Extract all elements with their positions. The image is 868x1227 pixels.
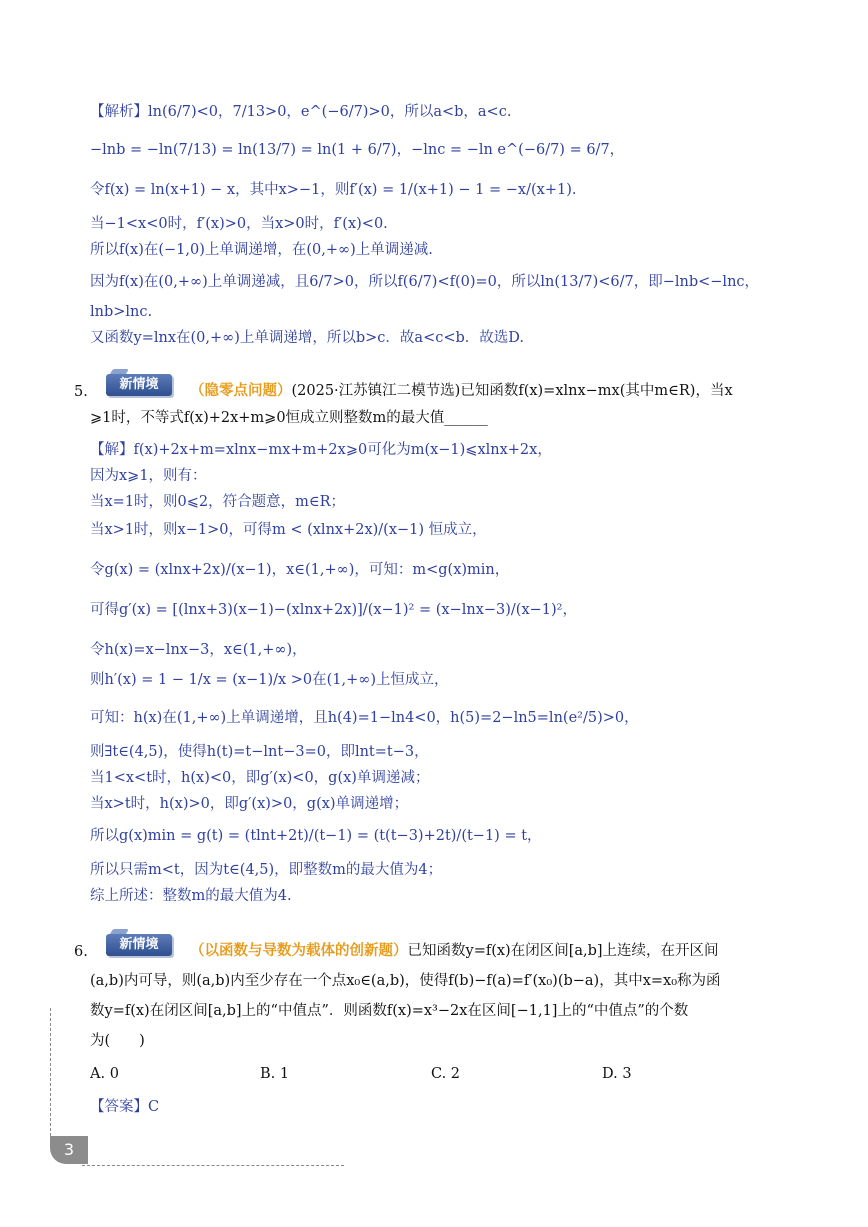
question-text: 数y=f(x)在闭区间[a,b]上的“中值点”．则函数f(x)=x³−2x在区间[−1,1]上的“中值点”的个数 bbox=[90, 1003, 689, 1019]
page-number: 3 bbox=[50, 1136, 88, 1164]
solution-5-line: 综上所述：整数m的最大值为4. bbox=[90, 888, 292, 904]
solution-5-line: 令g(x) = (xlnx+2x)/(x−1)，x∈(1,+∞)，可知：m<g(x)min， bbox=[90, 562, 510, 578]
solution-4-line: 【解析】ln(6/7)<0，7/13>0，e^(−6/7)>0，所以a<b，a<c. bbox=[90, 104, 512, 120]
solution-5-line: 令h(x)=x−lnx−3，x∈(1,+∞)， bbox=[90, 642, 307, 658]
solution-4-line: 令f(x) = ln(x+1) − x，其中x>−1，则f′(x) = 1/(x+1) − 1 = −x/(x+1). bbox=[90, 182, 577, 198]
question-text: (a,b)内可导，则(a,b)内至少存在一个点x₀∈(a,b)，使得f(b)−f(a)=f′(x₀)(b−a)，其中x=x₀称为函 bbox=[90, 973, 721, 989]
new-context-badge: 新情境 bbox=[106, 934, 172, 956]
choice-b: B. 1 bbox=[260, 1066, 290, 1082]
solution-5-line: 所以只需m<t，因为t∈(4,5)，即整数m的最大值为4； bbox=[90, 862, 443, 878]
solution-4-line: 当−1<x<0时，f′(x)>0，当x>0时，f′(x)<0. bbox=[90, 216, 388, 232]
solution-5-line: 当x=1时，则0⩽2，符合题意，m∈R； bbox=[90, 494, 346, 510]
question-number: 6. bbox=[74, 944, 88, 960]
solution-4-line: 因为f(x)在(0,+∞)上单调递减，且6/7>0，所以f(6/7)<f(0)=0，所以ln(13/7)<6/7，即−lnb<−lnc， bbox=[90, 274, 760, 290]
question-text: ⩾1时，不等式f(x)+2x+m⩾0恒成立则整数m的最大值______ bbox=[90, 410, 488, 426]
question-tag: （隐零点问题） bbox=[190, 382, 292, 399]
new-context-badge: 新情境 bbox=[106, 374, 172, 396]
question-text: 已知函数y=f(x)在闭区间[a,b]上连续，在开区间 bbox=[407, 943, 719, 959]
page-footer-dashed bbox=[82, 1165, 344, 1166]
solution-5-line: 当x>t时，h(x)>0，即g′(x)>0，g(x)单调递增； bbox=[90, 796, 409, 812]
solution-5-line: 当1<x<t时，h(x)<0，即g′(x)<0，g(x)单调递减； bbox=[90, 770, 430, 786]
solution-5-line: 可知：h(x)在(1,+∞)上单调递增，且h(4)=1−ln4<0，h(5)=2−ln5=ln(e²/5)>0， bbox=[90, 710, 639, 726]
solution-5-line: 当x>1时，则x−1>0，可得m < (xlnx+2x)/(x−1) 恒成立， bbox=[90, 522, 487, 538]
question-stem bbox=[190, 381, 733, 401]
question-stem bbox=[190, 941, 719, 961]
solution-4-line: −lnb = −ln(7/13) = ln(13/7) = ln(1 + 6/7)，−lnc = −ln e^(−6/7) = 6/7， bbox=[90, 142, 625, 158]
question-text: 为( ) bbox=[90, 1033, 145, 1049]
solution-5-line: 则∃t∈(4,5)，使得h(t)=t−lnt−3=0，即lnt=t−3， bbox=[90, 744, 429, 760]
question-number: 5. bbox=[74, 384, 88, 400]
solution-5-line: 【解】f(x)+2x+m=xlnx−mx+m+2x⩾0可化为m(x−1)⩽xlnx+2x， bbox=[90, 442, 552, 458]
choice-d: D. 3 bbox=[602, 1066, 632, 1082]
page-border-dashed bbox=[50, 1008, 51, 1136]
answer-line: 【答案】C bbox=[90, 1099, 160, 1115]
question-tag: （以函数与导数为载体的创新题） bbox=[190, 942, 408, 959]
solution-5-line: 则h′(x) = 1 − 1/x = (x−1)/x >0在(1,+∞)上恒成立， bbox=[90, 672, 449, 688]
solution-5-line: 所以g(x)min = g(t) = (tlnt+2t)/(t−1) = (t(t−3)+2t)/(t−1) = t， bbox=[90, 828, 542, 844]
solution-5-line: 可得g′(x) = [(lnx+3)(x−1)−(xlnx+2x)]/(x−1)² = (x−lnx−3)/(x−1)²， bbox=[90, 602, 577, 618]
solution-4-line: lnb>lnc. bbox=[90, 304, 153, 320]
solution-4-line: 又函数y=lnx在(0,+∞)上单调递增，所以b>c．故a<c<b．故选D. bbox=[90, 330, 524, 346]
choice-c: C. 2 bbox=[431, 1066, 461, 1082]
solution-5-line: 因为x⩾1，则有： bbox=[90, 468, 207, 484]
solution-4-line: 所以f(x)在(−1,0)上单调递增，在(0,+∞)上单调递减. bbox=[90, 242, 433, 258]
choice-a: A. 0 bbox=[90, 1066, 119, 1082]
question-text: (2025·江苏镇江二模节选)已知函数f(x)=xlnx−mx(其中m∈R)，当x bbox=[291, 383, 733, 399]
